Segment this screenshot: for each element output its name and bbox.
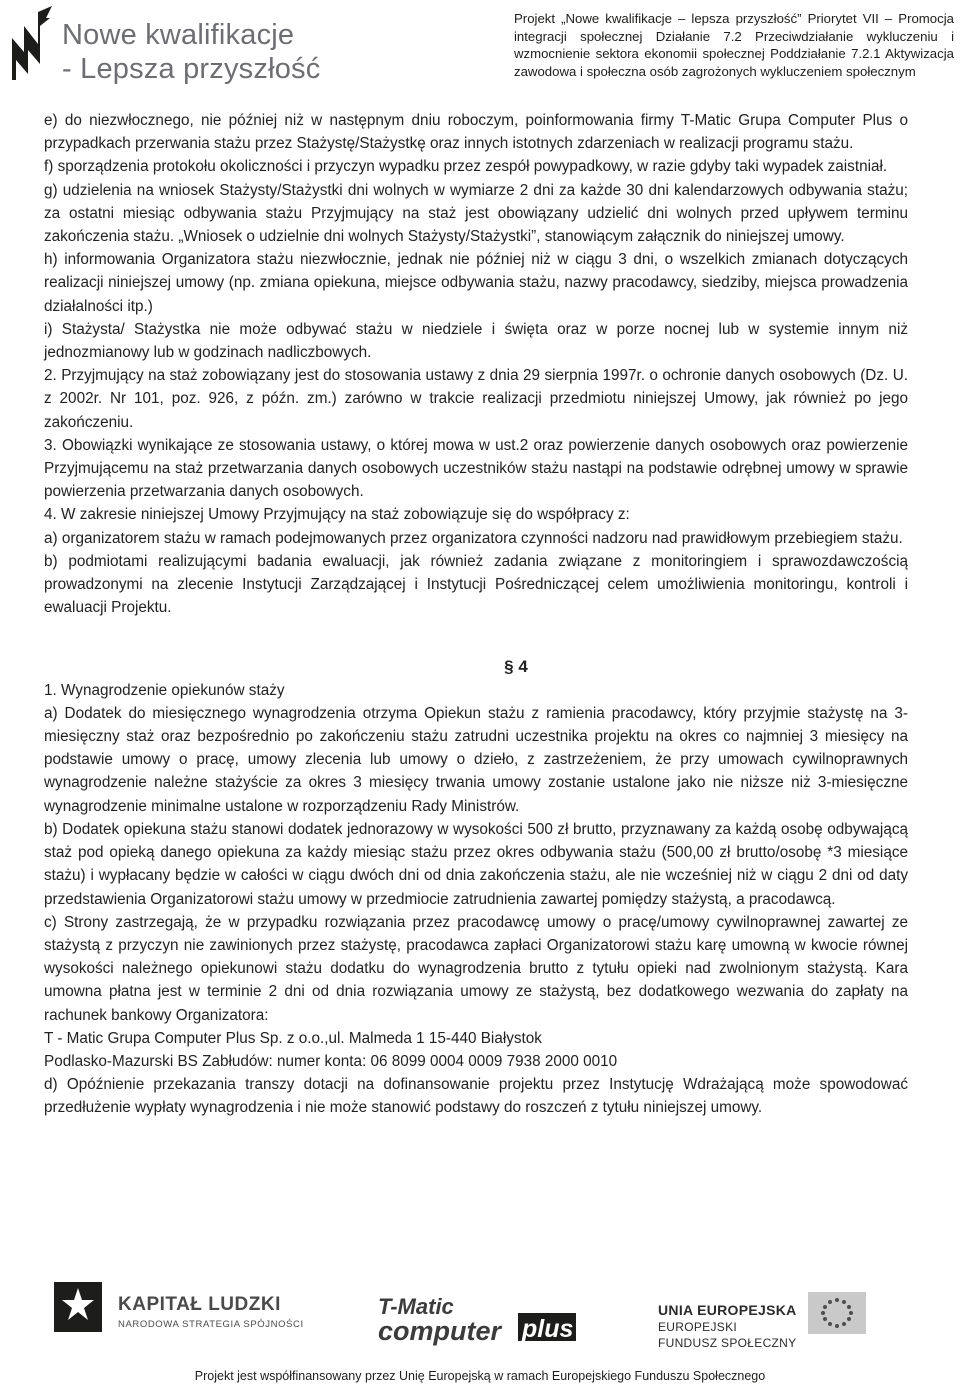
page-footer (0, 1276, 960, 1389)
paragraph: Podlasko-Mazurski BS Zabłudów: numer konta: 06 8099 0004 0009 7938 2000 0010 (44, 1052, 618, 1070)
paragraph: f) sporządzenia protokołu okoliczności i przyczyn wypadku przez zespół powypadkowy, w razie gdyby taki wypadek zaistniał. (44, 158, 888, 176)
logo-wordmark (62, 18, 320, 86)
paragraph: a) Dodatek do miesięcznego wynagrodzenia otrzyma Opiekun stażu z ramienia pracodawcy, który przyjmie stażystę na 3-miesięczny staż oraz bezpośrednio po zakończeniu stażu zatrudni uczestnika projektu na okres co najmniej 3 miesięcy na podstawie umowy o pracę, umowy zlecenia lub umowy o dzieło, z zastrzeżeniem, że przy umowach cywilnoprawnych wynagrodzenie należne stażyście za okres 3 miesięcy trwania umowy zostanie ustalone jako nie niższe niż 3-miesięczne wynagrodzenie minimalne ustalone w rozporządzeniu Rady Ministrów. (44, 704, 908, 815)
eu-stars-icon (808, 1292, 866, 1334)
ue-subtitle-line: EUROPEJSKI (658, 1320, 738, 1334)
project-info-line: zawodowa i społeczna osób zagrożonych wykluczeniem społecznym (514, 63, 916, 79)
paragraph: 1. Wynagrodzenie opiekunów staży (44, 681, 285, 699)
paragraph: c) Strony zastrzegają, że w przypadku rozwiązania przez pracodawcę umowy o pracę/umowy cywilnoprawnej zawartej ze stażystą z przyczyn nie zawinionych przez stażystę, pracodawca zapłaci Organizatorowi stażu karę umowną w kwocie równej wysokości należnego opiekunowi stażu dodatku do wynagrodzenia brutto z tytułu opieki nad zwolnionym stażystą. Kara umowna płatna jest w terminie 2 dni od dnia rozwiązania umowy ze stażystą, bez dodatkowego wezwania do zapłaty na rachunek bankowy Organizatora: (44, 913, 908, 1024)
paragraph: b) podmiotami realizującymi badania ewaluacji, jak również zadania związane z monitoringiem i sprawozdawczością prowadzonymi na zlecenie Instytucji Zarządzającej i Instytucji Pośredniczącej celem umożliwienia monitoringu, kontroli i ewaluacji Projektu. (44, 552, 908, 617)
funding-note: Projekt jest współfinansowany przez Unię Europejską w ramach Europejskiego Funduszu Społecznego (194, 1369, 766, 1383)
paragraph: T - Matic Grupa Computer Plus Sp. z o.o.,ul. Malmeda 1 15-440 Białystok (44, 1029, 542, 1047)
document-body (44, 109, 908, 1120)
page-header (0, 0, 960, 96)
nowe-kwalifikacje-logo-mark (6, 4, 56, 82)
ue-subtitle-line: FUNDUSZ SPOŁECZNY (658, 1336, 797, 1350)
project-info-line: integracji społecznej Działanie 7.2 Przeciwdziałanie wykluczeniu i (514, 28, 954, 44)
kapital-ludzki-title: KAPITAŁ LUDZKI (118, 1294, 281, 1315)
ue-subtitle (658, 1319, 796, 1351)
tmatic-logo-text: T-Matic (378, 1294, 454, 1319)
computer-logo-text: computer (378, 1316, 502, 1346)
logo-line-1: Nowe kwalifikacje (62, 19, 295, 51)
paragraph: a) organizatorem stażu w ramach podejmowanych przez organizatora czynności nadzoru nad prawidłowym przebiegiem stażu. (44, 529, 903, 547)
project-info-line: Projekt „Nowe kwalifikacje – lepsza przyszłość” Priorytet VII – Promocja (514, 11, 954, 26)
paragraph: i) Stażysta/ Stażystka nie może odbywać stażu w niedziele i święta oraz w porze nocnej lub w systemie innym niż jednozmianowy lub w godzinach nadliczbowych. (44, 320, 908, 362)
logo-line-2: - Lepsza przyszłość (62, 53, 321, 85)
plus-logo-text: plus (522, 1315, 574, 1343)
paragraph: 2. Przyjmujący na staż zobowiązany jest do stosowania ustawy z dnia 29 sierpnia 1997r. o ochronie danych osobowych (Dz. U. z 2002r. Nr 101, poz. 926, z późn. zm.) zarówno w trakcie realizacji przedmiotu niniejszej Umowy, jak również po jego zakończeniu. (44, 367, 908, 431)
paragraph: h) informowania Organizatora stażu niezwłocznie, jednak nie później niż w ciągu 3 dni, o wszelkich zmianach dotyczących realizacji niniejszej umowy (np. zmiana opiekuna, miejsce odbywania stażu, nazwy pracodawcy, siedziby, miejsca prowadzenia działalności itp.) (44, 251, 908, 315)
kapital-ludzki-logo-mark (54, 1282, 102, 1332)
paragraph: 4. W zakresie niniejszej Umowy Przyjmujący na staż zobowiązuje się do współpracy z: (44, 506, 630, 524)
paragraph: d) Opóźnienie przekazania transzy dotacji na dofinansowanie projektu przez Instytucję Wdrażającą może spowodować przedłużenie wypłaty wynagrodzenia i nie może stanowić podstawy do roszczeń z tytułu niniejszej umowy. (44, 1076, 908, 1117)
paragraph: 3. Obowiązki wynikające ze stosowania ustawy, o której mowa w ust.2 oraz powierzenie danych osobowych oraz powierzenie Przyjmującemu na staż przetwarzania danych osobowych uczestników stażu nastąpi na podstawie odrębnej umowy w sprawie powierzenia przetwarzania danych osobowych. (44, 436, 908, 501)
paragraph: b) Dodatek opiekuna stażu stanowi dodatek jednorazowy w wysokości 500 zł brutto, przyznawany za każdą osobę odbywającą staż pod opieką danego opiekuna za każdy miesiąc stażu przez okres odbywania stażu (500,00 zł brutto/osobę *3 miesiące stażu) i wypłacany będzie w całości w ciągu dwóch dni od dnia zakończenia stażu, ale nie wcześniej niż w ciągu 2 dni od daty przedstawienia Organizatorowi stażu umowy w przedmiocie zatrudnienia zawartej pomiędzy stażystą, a pracodawcą. (44, 820, 908, 908)
section-heading: § 4 (504, 657, 528, 677)
kapital-ludzki-subtitle: NARODOWA STRATEGIA SPÓJNOŚCI (118, 1319, 304, 1330)
project-info (514, 10, 954, 80)
project-info-line: wzmocnienie sektora ekonomii społecznej Poddziałanie 7.2.1 Aktywizacja (514, 46, 954, 61)
ue-title: UNIA EUROPEJSKA (658, 1302, 797, 1318)
paragraph: e) do niezwłocznego, nie później niż w następnym dniu roboczym, poinformowania firmy T-Matic Grupa Computer Plus o przypadkach przerwania stażu przez Stażystę/Stażystkę oraz innych istotnych zdarzeniach w realizacji programu stażu. (44, 112, 908, 153)
paragraph: g) udzielenia na wniosek Stażysty/Stażystki dni wolnych w wymiarze 2 dni za każde 30 dni kalendarzowych odbywania stażu; za ostatni miesiąc odbywania stażu Przyjmujący na staż jest obowiązany udzielić dni wolnych przed upływem terminu zakończenia stażu. „Wniosek o udzielnie dni wolnych Stażysty/Stażystki”, stanowiącym załącznik do niniejszej umowy. (44, 181, 908, 246)
